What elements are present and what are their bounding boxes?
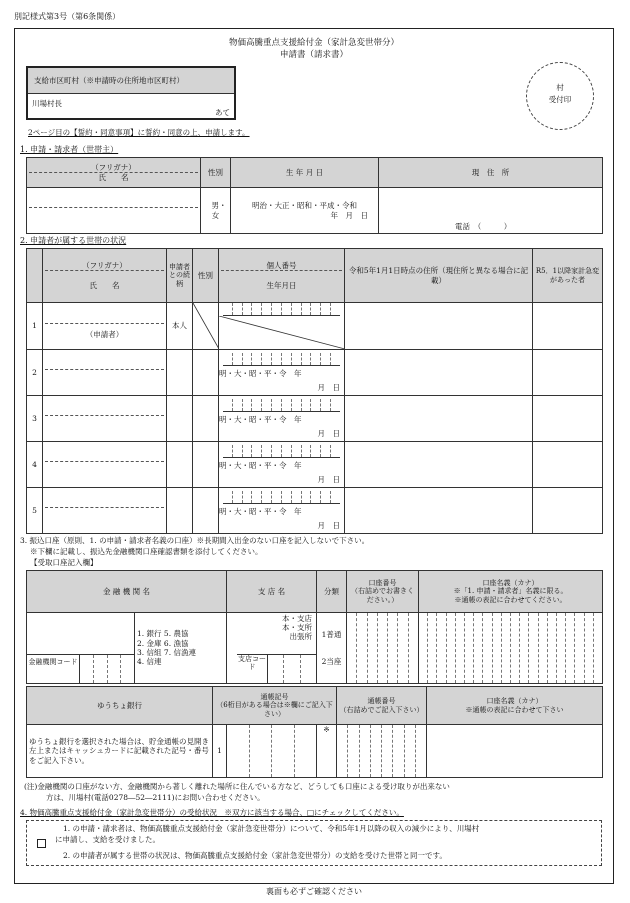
r5-field[interactable] [533,488,603,534]
bank-type-3: 3. 信組 7. 信漁連 [137,648,196,657]
hh-name-label: 氏 名 [89,281,120,290]
acct-no-field[interactable] [347,613,419,684]
branch-name-header: 支 店 名 [227,571,317,613]
section4-checkbox[interactable] [37,838,46,848]
reception-stamp [526,62,594,130]
r5-header: R5．1以降家計急変があった者 [533,249,603,303]
relation-field[interactable] [167,442,193,488]
hh-gender-field[interactable] [193,350,219,396]
branch-name-field[interactable] [227,613,317,684]
symbol-field[interactable] [227,725,317,778]
bank-name-field[interactable] [27,613,135,684]
address-field[interactable] [379,188,603,234]
number-label: 通帳番号 [367,697,396,706]
acct-type-2: 2当座 [321,657,342,666]
gender-header: 性別 [201,158,231,188]
section2-heading: 2. 申請者が属する世帯の状況 [20,236,127,245]
section4-item2: 2. の申請者が属する世帯の状況は、物価高騰重点支援給付金（家計急変世帯分）の支給を受けた世帯と同一です。 [63,851,447,860]
form-subtitle: 申請書（請求書） [279,50,348,60]
bank-type-2: 2. 金庫 6. 漁協 [137,638,189,648]
hh-gender-field[interactable] [193,442,219,488]
section3-note: ※下欄に記載し、振込先金融機関口座確認書類を添付してください。 [30,547,263,556]
number-field[interactable] [337,725,427,778]
relation-field[interactable] [167,488,193,534]
acct-no-note: （右詰めでお書きください。） [351,587,415,604]
relation-header: 申請者との続柄 [167,249,193,303]
era-options: 明・大・昭・平・令 年 [219,369,302,379]
branch-type-1: 本・支店 [282,613,313,623]
symbol-first-digit: 1 [213,725,227,778]
addressee-box [26,66,236,120]
row-number: 4 [27,442,43,488]
prev-address-field[interactable] [345,350,533,396]
stamp-village: 村 [556,83,564,92]
receive-label: 【受取口座記入欄】 [30,558,98,567]
household-table [26,248,603,534]
relation-field[interactable] [167,350,193,396]
section3-heading: 3. 振込口座（原則、1. の申請・請求者名義の口座）※長期間入出金のない口座を記入しないで下さい。 [20,536,370,545]
md-label: 月 日 [317,474,340,484]
holder-header [419,571,603,613]
form-title: 物価高騰重点支援給付金（家計急変世帯分） [228,38,399,48]
mynumber-field[interactable] [219,442,345,488]
r5-field[interactable] [533,396,603,442]
prev-address-field[interactable] [345,442,533,488]
holder-field[interactable] [419,613,603,684]
section4-box [26,820,602,866]
yucho-header: ゆうちょ銀行 [27,687,213,725]
md-label: 月 日 [317,520,340,530]
bank-type-options[interactable] [135,613,227,684]
hh-name-field[interactable] [43,396,167,442]
table-row [27,350,603,396]
honnin-label: 本人 [167,303,193,350]
bank-name-header: 金 融 機 関 名 [27,571,227,613]
holder-note2: ※通帳の表記に合わせてください。 [454,595,567,604]
era-options: 明・大・昭・平・令 年 [219,507,302,517]
era-options: 明・大・昭・平・令 年 [219,415,302,425]
acct-no-header [347,571,419,613]
table-row [27,396,603,442]
branch-code-label: 支店コード [237,655,268,683]
hh-name-field[interactable] [43,442,167,488]
r5-field[interactable] [533,442,603,488]
dob-header: 生 年 月 日 [231,158,379,188]
mynumber-field[interactable] [219,303,345,350]
row-number: 3 [27,396,43,442]
yucho-holder-field[interactable] [427,725,603,778]
name-field[interactable] [27,188,201,234]
yucho-holder-header [427,687,603,725]
intro-text: 2ページ目の【誓約・同意事項】に誓約・同意の上、申請します。 [28,128,250,137]
address-header: 現 住 所 [379,158,603,188]
acct-type-options[interactable] [317,613,347,684]
holder-note1: ※「1. 申請・請求者」名義に限る。 [453,587,568,596]
hh-name-header [43,249,167,303]
symbol-header [213,687,337,725]
stamp-label: 受付印 [548,95,572,104]
holder-label: 口座名義（カナ） [482,578,539,587]
branch-type-3: 出張所 [289,632,313,642]
hh-gender-field[interactable] [193,488,219,534]
bank-code-label: 金融機関コード [27,655,80,683]
prev-address-field[interactable] [345,488,533,534]
yucho-table [26,686,603,778]
number-note: （右詰めでご記入下さい） [339,705,424,714]
mynumber-field[interactable] [219,350,345,396]
ate-label: あて [215,108,230,117]
r5-field[interactable] [533,350,603,396]
symbol-sixth-digit[interactable]: ※ [317,725,337,778]
section4-item1b: に申請し、支給を受けました。 [55,835,160,844]
r5-field[interactable] [533,303,603,350]
era-options: 明・大・昭・平・令 年 [219,461,302,471]
applicant-label: （申請者） [85,329,124,339]
symbol-label: 通帳記号 [260,692,289,701]
bank-type-1: 1. 銀行 5. 農協 [137,629,189,639]
symbol-note: （6桁目がある場合は※欄にご記入下さい） [216,701,333,718]
slash-cell [193,303,219,350]
section1-table [26,157,603,234]
prev-address-field[interactable] [345,396,533,442]
acct-type-1: 1普通 [321,629,342,639]
name-label: 氏 名 [98,173,129,182]
md-label: 月 日 [317,382,340,392]
era-options: 明治・大正・昭和・平成・令和 [252,201,357,211]
row-number: 2 [27,350,43,396]
footnote-line2: 方は、川場村(電話0278―52―2111)にお問い合わせください。 [46,793,265,802]
table-row [27,442,603,488]
hh-gender-header: 性別 [193,249,219,303]
bank-type-4: 4. 信連 [137,657,162,667]
number-header [337,687,427,725]
table-row [27,303,603,350]
md-label: 月 日 [317,428,340,438]
row-number: 5 [27,488,43,534]
mynumber-label: 個人番号 [221,261,342,271]
hh-name-field[interactable] [43,350,167,396]
row-number: 1 [27,303,43,350]
prev-address-header: 令和5年1月1日時点の住所（現住所と異なる場合に記載） [345,249,533,303]
name-header [27,158,201,188]
section4-item1a: 1. の申請・請求者は、物価高騰重点支援給付金（家計急変世帯分）について、令和5年1月以降の収入の減少により、川場村 [63,824,480,833]
footnote-line1: (注)金融機関の口座がない方、金融機関から著しく離れた場所に住んでいる方など、どうしても口座による受け取りが出来ない [24,782,450,791]
hh-dob-label: 生年月日 [266,281,297,290]
mayor-label: 川場村長 [32,99,62,108]
dob-field[interactable] [231,188,379,234]
hh-gender-field[interactable] [193,396,219,442]
relation-field[interactable] [167,396,193,442]
yucho-holder-label: 口座名義（カナ） [486,697,543,706]
gender-options[interactable]: 男・女 [201,188,231,234]
hh-name-field[interactable] [43,303,167,350]
section4-heading: 4. 物価高騰重点支援給付金（家計急変世帯分）の受給状況 ※双方に該当する場合、□にチェックしてください。 [20,808,404,817]
table-row [27,488,603,534]
mynumber-field[interactable] [219,488,345,534]
section1-heading: 1. 申請・請求者（世帯主） [20,145,119,154]
type-header: 分類 [317,571,347,613]
footer-note: 裏面も必ずご確認ください [266,887,362,896]
form-number: 別記様式第3号（第6条関係） [14,12,121,21]
addressee-line: 支給市区町村（※申請時の住所地市区町村） [28,68,234,94]
hh-name-field[interactable] [43,488,167,534]
phone-label: 電話 （ ） [455,221,512,231]
yucho-holder-note: ※通帳の表記に合わせて下さい [465,705,564,714]
furigana-label: （フリガナ） [29,163,198,173]
bank-table [26,570,603,684]
mynumber-header [219,249,345,303]
yucho-description: ゆうちょ銀行を選択された場合は、貯金通帳の見開き左上またはキャッシュカードに記載された記号・番号をご記入下さい。 [27,725,213,778]
ymd-label: 年 月 日 [330,210,368,220]
hh-furigana-label: （フリガナ） [45,261,164,271]
branch-type-2: 本・支所 [282,622,313,632]
acct-no-label: 口座番号 [368,578,397,587]
mynumber-field[interactable] [219,396,345,442]
prev-address-field[interactable] [345,303,533,350]
